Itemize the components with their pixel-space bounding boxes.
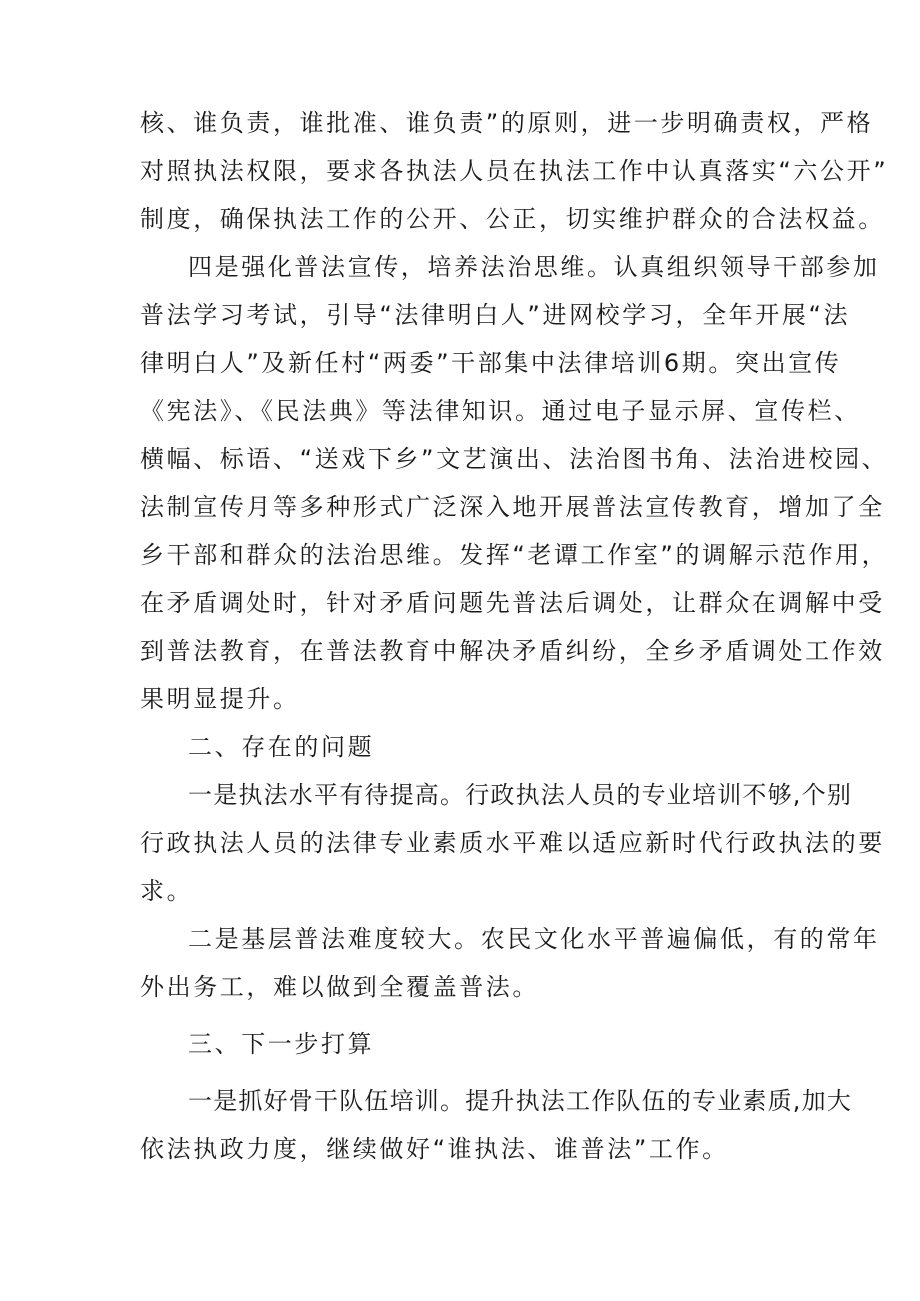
paragraph-line: 律明白人”及新任村“两委”干部集中法律培训6期。突出宣传 [140, 349, 842, 377]
paragraph-line: 乡干部和群众的法治思维。发挥“老谭工作室”的调解示范作用， [140, 541, 889, 569]
section-heading-problems: 二、存在的问题 [188, 733, 375, 761]
paragraph-line: 核、谁负责，谁批准、谁负责”的原则，进一步明确责权，严格 [140, 109, 874, 137]
section-heading-next-steps: 三、下一步打算 [188, 1030, 375, 1058]
paragraph-line: 在矛盾调处时，针对矛盾问题先普法后调处，让群众在调解中受 [140, 589, 885, 617]
paragraph-line: 二是基层普法难度较大。农民文化水平普遍偏低，有的常年 [188, 925, 880, 953]
paragraph-line: 对照执法权限，要求各执法人员在执法工作中认真落实“六公开” [140, 157, 889, 185]
paragraph-line: 果明显提升。 [140, 685, 300, 713]
paragraph-line: 行政执法人员的法律专业素质水平难以适应新时代行政执法的要 [140, 829, 885, 857]
paragraph-line: 求。 [140, 877, 194, 905]
paragraph-line: 到普法教育，在普法教育中解决矛盾纠纷，全乡矛盾调处工作效 [140, 637, 885, 665]
paragraph-line: 一是抓好骨干队伍培训。提升执法工作队伍的专业素质,加大 [188, 1087, 853, 1115]
paragraph-line: 一是执法水平有待提高。行政执法人员的专业培训不够,个别 [188, 781, 853, 809]
paragraph-line: 外出务工，难以做到全覆盖普法。 [140, 973, 539, 1001]
paragraph-line: 普法学习考试，引导“法律明白人”进网校学习，全年开展“法 [140, 301, 851, 329]
paragraph-line: 四是强化普法宣传，培养法治思维。认真组织领导干部参加 [188, 253, 880, 281]
paragraph-line: 依法执政力度，继续做好“谁执法、谁普法”工作。 [140, 1135, 729, 1163]
paragraph-line: 制度，确保执法工作的公开、公正，切实维护群众的合法权益。 [140, 205, 885, 233]
paragraph-line: 法制宣传月等多种形式广泛深入地开展普法宣传教育，增加了全 [140, 493, 885, 521]
paragraph-line: 横幅、标语、“送戏下乡”文艺演出、法治图书角、法治进校园、 [140, 445, 889, 473]
paragraph-line: 《宪法》、《民法典》等法律知识。通过电子显示屏、宣传栏、 [140, 397, 861, 425]
